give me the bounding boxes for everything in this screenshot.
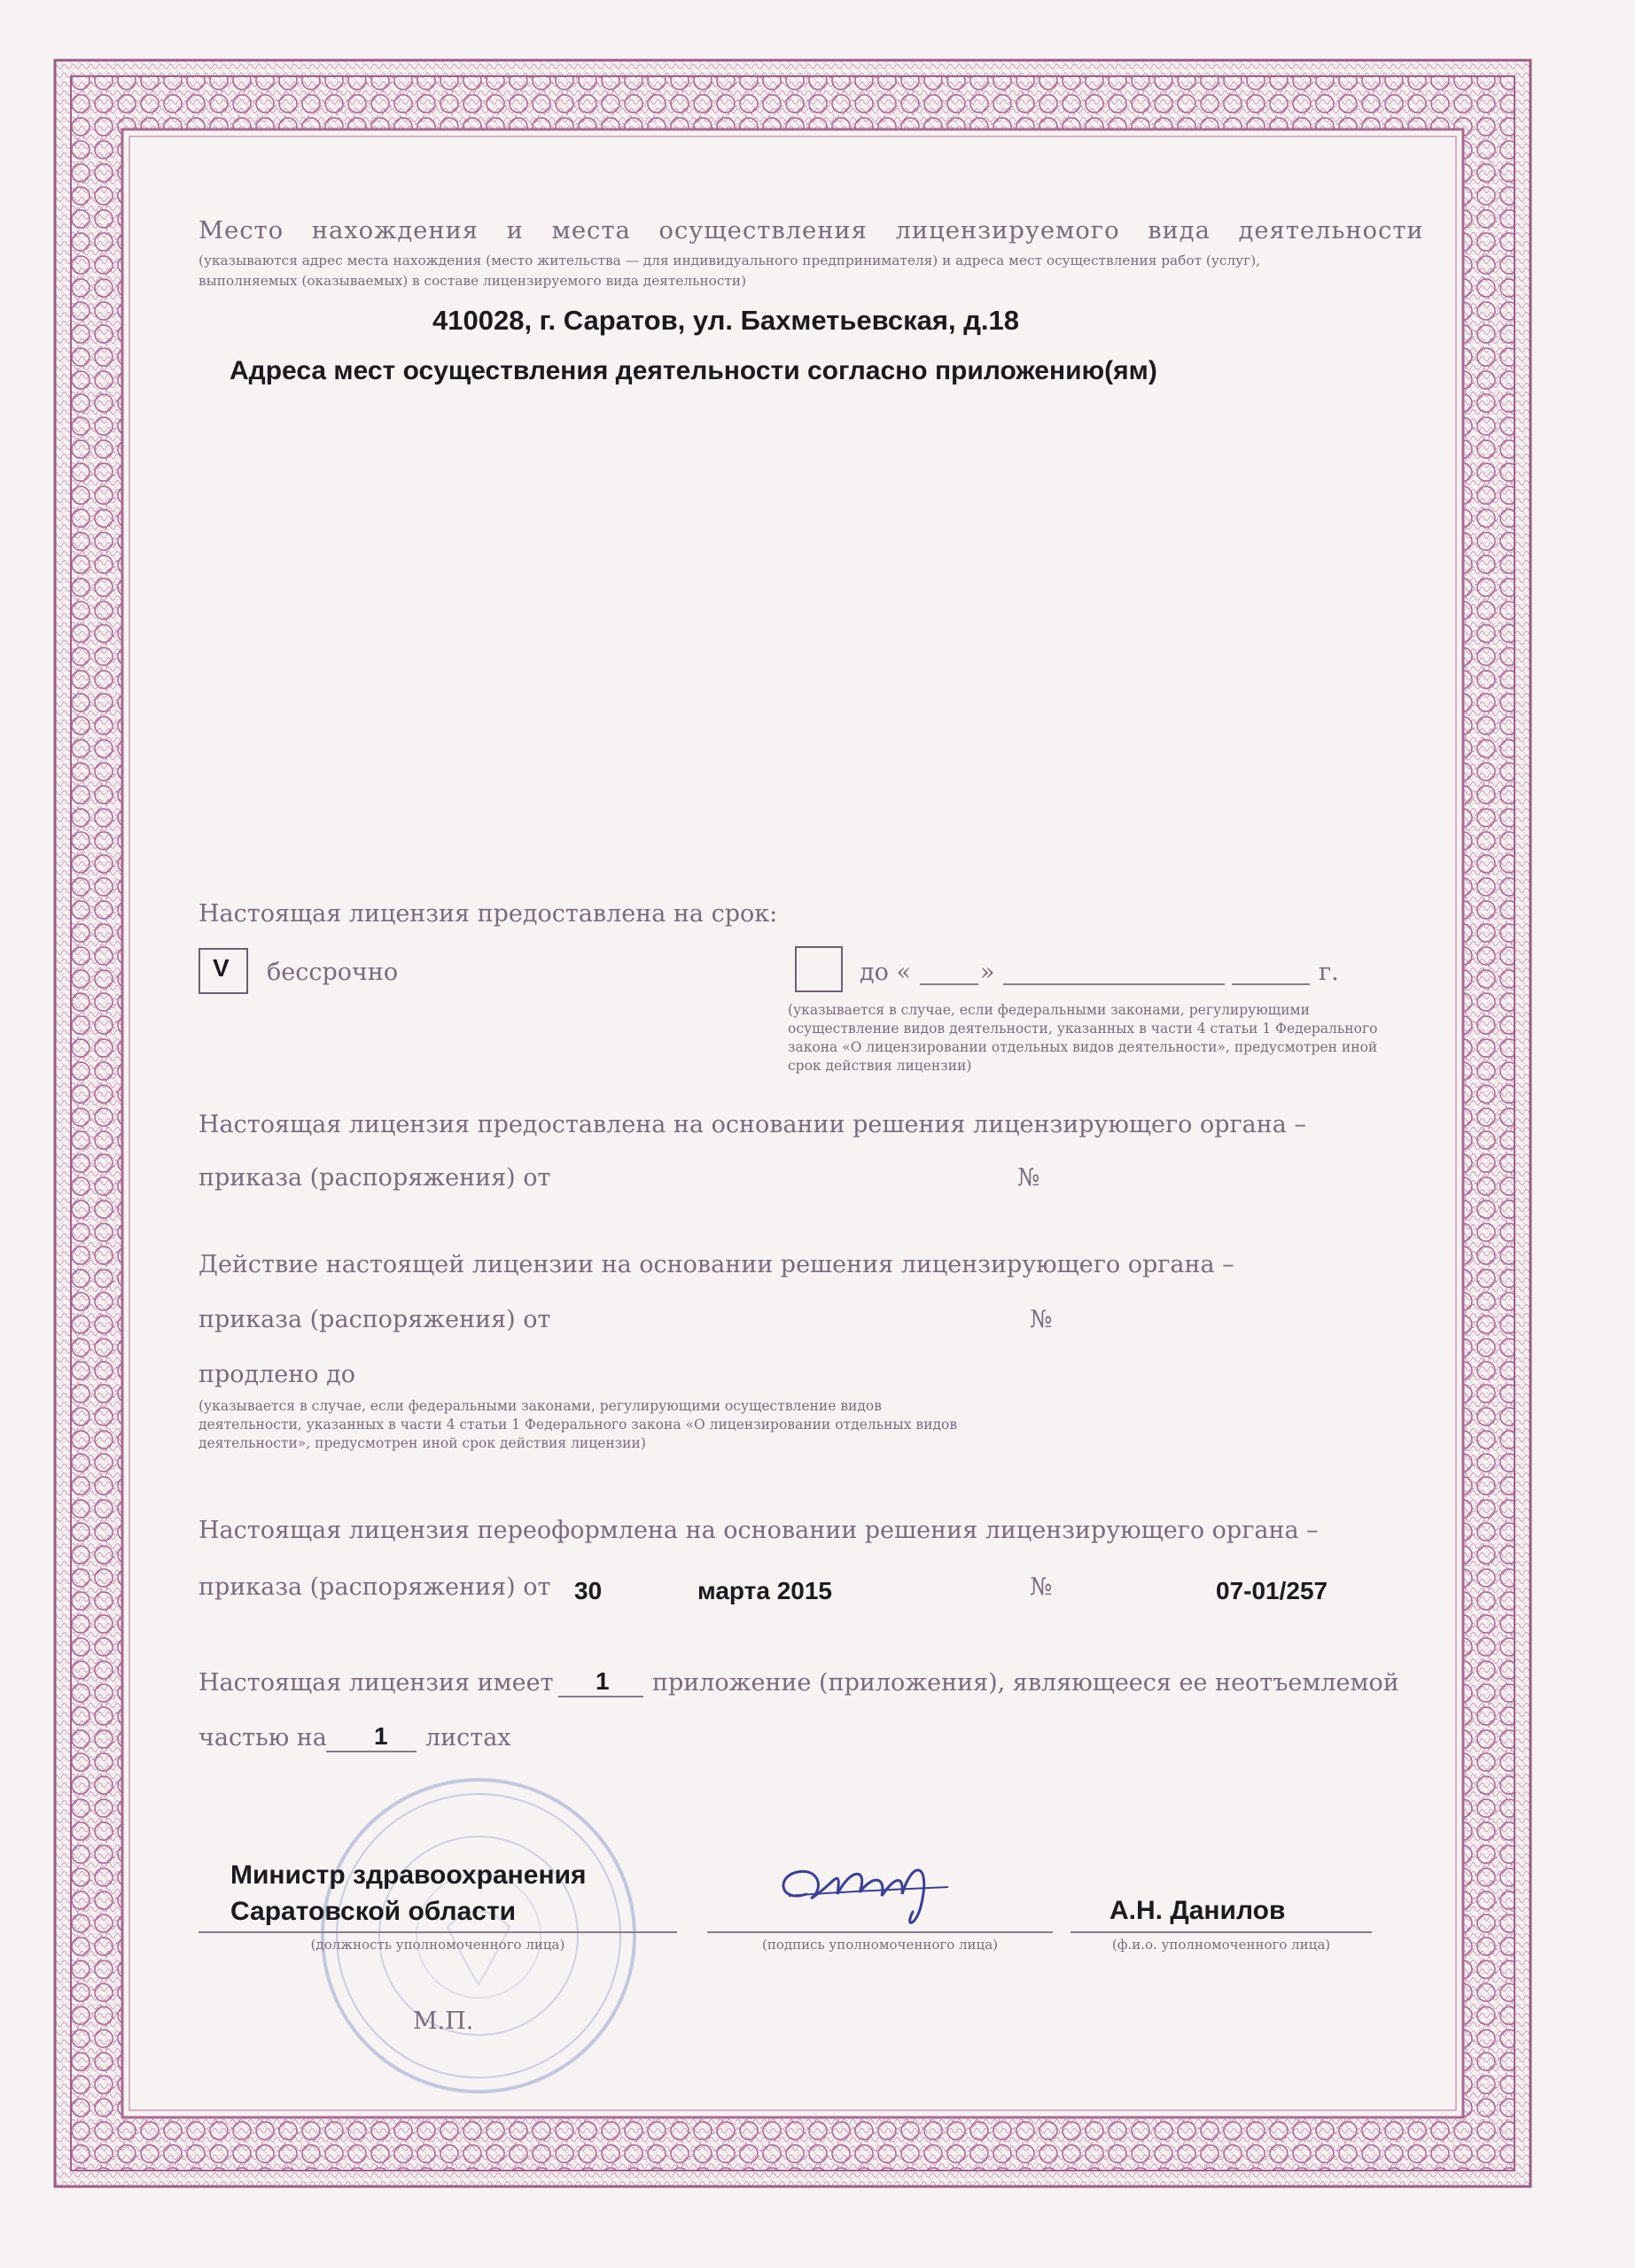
- appendix-count: 1: [596, 1667, 610, 1695]
- address-value: 410028, г. Саратов, ул. Бахметьевская, д.18: [432, 305, 1020, 336]
- appendix-pages-line: [326, 1751, 417, 1752]
- signature-line: [707, 1931, 1053, 1933]
- extension-note: (указывается в случае, если федеральными законами, регулирующими осуществление видов деятельности, указанных в части 4 статьи 1 Федерального закона «О лицензировании отдельных видов деятельности», предусмотрен иной срок действия лицензии): [199, 1398, 958, 1451]
- addresses-note: Адреса мест осуществления деятельности согласно приложению(ям): [230, 356, 1157, 385]
- basis-number-sign: №: [1017, 1164, 1040, 1192]
- until-prefix: до «: [860, 959, 911, 986]
- appendix-pages: 1: [374, 1722, 388, 1750]
- location-note-line2: выполняемых (оказываемых) в составе лицензируемого вида деятельности): [199, 273, 747, 289]
- until-date-checkbox[interactable]: [795, 946, 843, 992]
- until-note: (указывается в случае, если федеральными законами, регулирующими осуществление видов деятельности, указанных в части 4 статьи 1 Федерального закона «О лицензировании отдельных видов деятельности», предусмотрен иной срок действия лицензии): [788, 1002, 1378, 1074]
- until-suffix: г.: [1319, 959, 1339, 986]
- appendix-count-line: [558, 1696, 643, 1697]
- location-heading: Место нахождения и места осуществления лицензируемого вида деятельности: [199, 216, 1424, 245]
- indefinite-check-mark: V: [213, 954, 230, 982]
- reissue-number: 07-01/257: [1216, 1577, 1328, 1604]
- signer-position-line2: Саратовской области: [230, 1897, 517, 1926]
- signature-caption: (подпись уполномоченного лица): [761, 1937, 998, 1953]
- reissue-month-year: марта 2015: [697, 1577, 833, 1604]
- indefinite-label: бессрочно: [267, 959, 399, 986]
- term-heading: Настоящая лицензия предоставлена на срок:: [199, 900, 778, 928]
- name-caption: (ф.и.о. уполномоченного лица): [1111, 1937, 1331, 1953]
- signer-name: А.Н. Данилов: [1109, 1896, 1286, 1925]
- until-day-line: [920, 983, 978, 985]
- appendix-suffix: приложение (приложения), являющееся ее неотъемлемой: [652, 1669, 1399, 1697]
- until-quote-close: »: [980, 959, 995, 986]
- appendix-pages-suffix: листах: [425, 1724, 511, 1751]
- basis-line1: Настоящая лицензия предоставлена на основании решения лицензирующего органа –: [199, 1111, 1306, 1138]
- official-seal-stamp: [315, 1772, 642, 2100]
- appendix-prefix: Настоящая лицензия имеет: [199, 1669, 554, 1697]
- position-caption: (должность уполномоченного лица): [310, 1937, 565, 1953]
- until-month-line: [1003, 983, 1225, 985]
- reissue-number-sign: №: [1030, 1573, 1053, 1601]
- handwritten-signature: [771, 1841, 984, 1938]
- basis-order-label: приказа (распоряжения) от: [199, 1164, 551, 1192]
- extension-number-sign: №: [1030, 1306, 1053, 1333]
- signer-position-line1: Министр здравоохранения: [230, 1860, 587, 1890]
- reissue-line1: Настоящая лицензия переоформлена на основании решения лицензирующего органа –: [199, 1517, 1319, 1544]
- extension-line1: Действие настоящей лицензии на основании решения лицензирующего органа –: [199, 1251, 1234, 1278]
- until-year-line: [1232, 983, 1310, 985]
- extended-until-label: продлено до: [199, 1361, 356, 1388]
- position-line: [199, 1931, 677, 1933]
- indefinite-checkbox[interactable]: [199, 948, 248, 994]
- extension-order-label: приказа (распоряжения) от: [199, 1306, 551, 1333]
- location-note-line1: (указываются адрес места нахождения (место жительства — для индивидуального предпринимателя) и адреса мест осуществления работ (услуг),: [199, 252, 1261, 268]
- reissue-order-label: приказа (распоряжения) от: [199, 1573, 551, 1601]
- name-line: [1071, 1931, 1372, 1933]
- reissue-day: 30: [574, 1577, 603, 1604]
- appendix-pages-prefix: частью на: [199, 1724, 327, 1751]
- stamp-place-label: М.П.: [413, 2008, 474, 2035]
